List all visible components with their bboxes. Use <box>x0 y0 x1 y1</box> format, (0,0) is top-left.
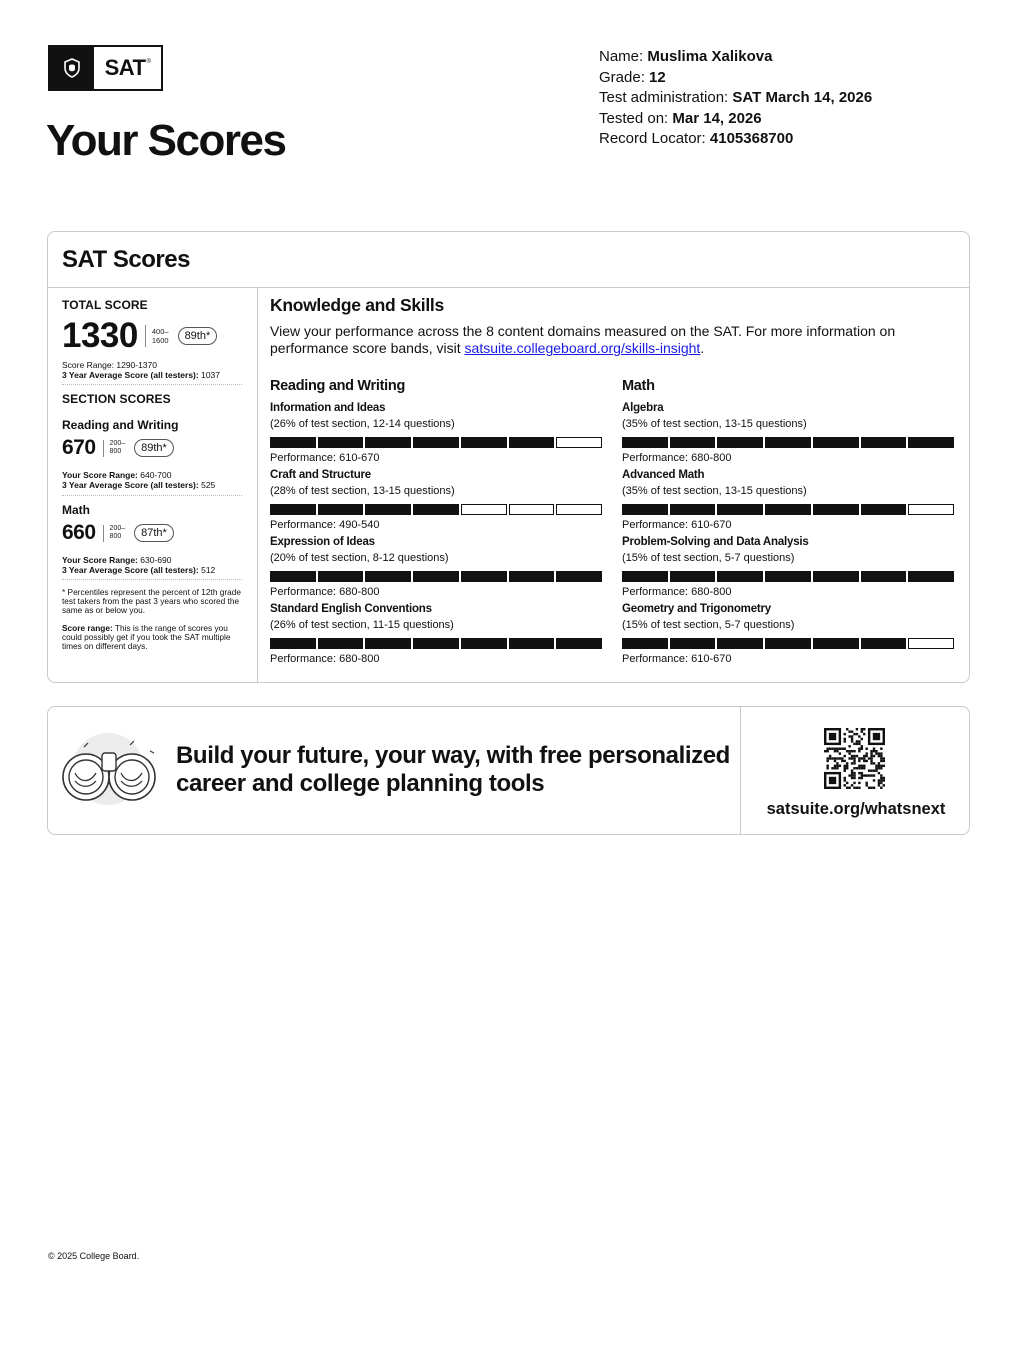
logo-wordmark: SAT ® <box>104 55 151 80</box>
rw-section-name: Reading and Writing <box>62 418 179 432</box>
performance-bar <box>622 437 954 448</box>
bar-segment-filled <box>270 437 316 448</box>
bar-segment-filled <box>670 571 716 582</box>
bar-segment-filled <box>509 638 555 649</box>
bar-segment-filled <box>861 504 907 515</box>
test-admin-row: Test administration: SAT March 14, 2026 <box>599 89 873 107</box>
bar-segment-filled <box>365 638 411 649</box>
bar-segment-filled <box>365 504 411 515</box>
bar-segment-filled <box>670 437 716 448</box>
bar-segment-filled <box>813 504 859 515</box>
total-avg-score: 3 Year Average Score (all testers): 1037 <box>62 370 221 380</box>
domain-weight: (15% of test section, 5-7 questions) <box>622 552 795 564</box>
bar-segment-filled <box>861 571 907 582</box>
bar-segment-filled <box>413 504 459 515</box>
bar-segment-filled <box>765 638 811 649</box>
rw-domains <box>270 378 604 670</box>
domain-name: Algebra <box>622 402 664 414</box>
domain-item <box>270 469 604 536</box>
math-score-value: 660 <box>62 521 96 544</box>
domain-item <box>622 469 956 536</box>
student-name-row: Name: Muslima Xalikova <box>599 48 773 65</box>
domain-name: Craft and Structure <box>270 469 371 481</box>
bar-segment-filled <box>413 638 459 649</box>
binoculars-icon <box>58 731 158 811</box>
bar-segment-empty <box>556 504 602 515</box>
math-score-range: Your Score Range: 630-690 <box>62 555 172 565</box>
knowledge-skills-description: View your performance across the 8 content domains measured on the SAT. For more information on performance score bands, visit satsuite.collegeboard.org/skills-insight. <box>270 323 896 357</box>
domain-weight: (20% of test section, 8-12 questions) <box>270 552 449 564</box>
copyright-footer: © 2025 College Board. <box>48 1251 140 1261</box>
bar-segment-filled <box>908 437 954 448</box>
bar-segment-filled <box>318 504 364 515</box>
bar-segment-filled <box>270 571 316 582</box>
domain-performance: Performance: 490-540 <box>270 519 380 531</box>
math-score-scale: 200– 800 <box>109 525 126 540</box>
bar-segment-filled <box>765 437 811 448</box>
domain-performance: Performance: 680-800 <box>270 586 380 598</box>
domain-name: Information and Ideas <box>270 402 386 414</box>
performance-bar <box>270 437 602 448</box>
bar-segment-empty <box>509 504 555 515</box>
total-score-row <box>62 316 217 356</box>
bar-segment-filled <box>765 571 811 582</box>
rw-percentile-badge: 89th* <box>134 439 174 457</box>
performance-bar <box>270 638 602 649</box>
acorn-shield-icon <box>50 47 94 89</box>
section-scores-label: SECTION SCORES <box>62 392 171 406</box>
performance-bar <box>622 504 954 515</box>
domain-performance: Performance: 610-670 <box>622 519 732 531</box>
bar-segment-filled <box>622 437 668 448</box>
bar-segment-filled <box>813 437 859 448</box>
total-score-label: TOTAL SCORE <box>62 298 148 312</box>
whatsnext-url[interactable]: satsuite.org/whatsnext <box>766 800 946 818</box>
bar-segment-filled <box>318 437 364 448</box>
domain-name: Problem-Solving and Data Analysis <box>622 536 809 548</box>
domain-performance: Performance: 610-670 <box>270 452 380 464</box>
sat-logo <box>48 45 163 91</box>
bar-segment-filled <box>622 571 668 582</box>
rw-avg-score: 3 Year Average Score (all testers): 525 <box>62 480 216 490</box>
performance-bar <box>622 571 954 582</box>
rw-score-scale: 200– 800 <box>109 440 126 455</box>
bar-segment-filled <box>413 571 459 582</box>
domain-performance: Performance: 680-800 <box>622 452 732 464</box>
bar-segment-filled <box>461 638 507 649</box>
domain-name: Standard English Conventions <box>270 603 432 615</box>
knowledge-skills-title: Knowledge and Skills <box>270 295 444 315</box>
domain-weight: (26% of test section, 11-15 questions) <box>270 619 454 631</box>
bar-segment-filled <box>717 504 763 515</box>
rw-score-value: 670 <box>62 436 96 459</box>
domain-weight: (15% of test section, 5-7 questions) <box>622 619 795 631</box>
bar-segment-filled <box>908 571 954 582</box>
score-summary-column <box>48 288 258 682</box>
bar-segment-filled <box>556 638 602 649</box>
math-domains-title: Math <box>622 378 655 394</box>
math-score-row <box>62 521 174 545</box>
total-score-value: 1330 <box>62 316 138 355</box>
page-title: Your Scores <box>46 116 286 165</box>
math-percentile-badge: 87th* <box>134 524 174 542</box>
performance-bar <box>270 504 602 515</box>
bar-segment-filled <box>461 437 507 448</box>
student-info <box>599 47 872 150</box>
domain-performance: Performance: 680-800 <box>622 586 732 598</box>
domain-name: Expression of Ideas <box>270 536 375 548</box>
bar-segment-filled <box>765 504 811 515</box>
bar-segment-filled <box>717 571 763 582</box>
bar-segment-filled <box>509 571 555 582</box>
scores-heading: SAT Scores <box>48 232 969 288</box>
domain-weight: (35% of test section, 13-15 questions) <box>622 485 807 497</box>
bar-segment-filled <box>318 571 364 582</box>
bar-segment-filled <box>270 638 316 649</box>
total-score-range: Score Range: 1290-1370 <box>62 360 158 370</box>
bar-segment-filled <box>717 437 763 448</box>
performance-bar <box>622 638 954 649</box>
bar-segment-filled <box>365 437 411 448</box>
domain-weight: (26% of test section, 12-14 questions) <box>270 418 455 430</box>
domain-name: Advanced Math <box>622 469 705 481</box>
percentile-note: * Percentiles represent the percent of 12th grade test takers from the past 3 years who scored the same as or below you. <box>62 587 241 616</box>
bar-segment-empty <box>556 437 602 448</box>
bar-segment-filled <box>365 571 411 582</box>
bar-segment-filled <box>556 571 602 582</box>
bar-segment-empty <box>908 504 954 515</box>
total-percentile-badge: 89th* <box>178 327 218 345</box>
domain-item <box>622 536 956 603</box>
domain-name: Geometry and Trigonometry <box>622 603 772 615</box>
record-locator-row: Record Locator: 4105368700 <box>599 130 794 148</box>
domain-item <box>622 402 956 469</box>
rw-domains-title: Reading and Writing <box>270 378 406 394</box>
bar-segment-filled <box>813 571 859 582</box>
bar-segment-filled <box>622 504 668 515</box>
knowledge-skills-column <box>258 288 969 682</box>
sat-scores-card <box>47 231 970 683</box>
rw-score-range: Your Score Range: 640-700 <box>62 470 172 480</box>
skills-insight-link[interactable]: satsuite.collegeboard.org/skills-insight <box>464 340 701 357</box>
bar-segment-filled <box>413 437 459 448</box>
planning-tools-card <box>47 706 970 835</box>
bar-segment-filled <box>622 638 668 649</box>
bar-segment-filled <box>717 638 763 649</box>
domain-performance: Performance: 680-800 <box>270 653 380 665</box>
bar-segment-filled <box>509 437 555 448</box>
tested-on-row: Tested on: Mar 14, 2026 <box>599 109 762 127</box>
bar-segment-empty <box>461 504 507 515</box>
bar-segment-filled <box>318 638 364 649</box>
math-section-name: Math <box>62 503 90 517</box>
student-grade-row: Grade: 12 <box>599 68 666 86</box>
performance-bar <box>270 571 602 582</box>
domain-weight: (28% of test section, 13-15 questions) <box>270 485 455 497</box>
bar-segment-filled <box>461 571 507 582</box>
qr-code-icon[interactable] <box>824 728 885 789</box>
domain-item <box>270 536 604 603</box>
bar-segment-filled <box>861 638 907 649</box>
promo-headline: Build your future, your way, with free personalized career and college planning tools <box>176 742 730 797</box>
domain-item <box>270 402 604 469</box>
domain-performance: Performance: 610-670 <box>622 653 732 665</box>
domain-item <box>270 603 604 670</box>
score-range-note: Score range: This is the range of scores you could possibly get if you took the SAT multiple times on different days. <box>62 623 231 652</box>
math-avg-score: 3 Year Average Score (all testers): 512 <box>62 565 216 575</box>
math-domains <box>622 378 956 670</box>
bar-segment-empty <box>908 638 954 649</box>
bar-segment-filled <box>813 638 859 649</box>
bar-segment-filled <box>861 437 907 448</box>
bar-segment-filled <box>270 504 316 515</box>
domain-weight: (35% of test section, 13-15 questions) <box>622 418 807 430</box>
bar-segment-filled <box>670 638 716 649</box>
total-score-scale: 400– 1600 <box>151 327 169 345</box>
rw-score-row <box>62 436 174 460</box>
domain-item <box>622 603 956 670</box>
bar-segment-filled <box>670 504 716 515</box>
